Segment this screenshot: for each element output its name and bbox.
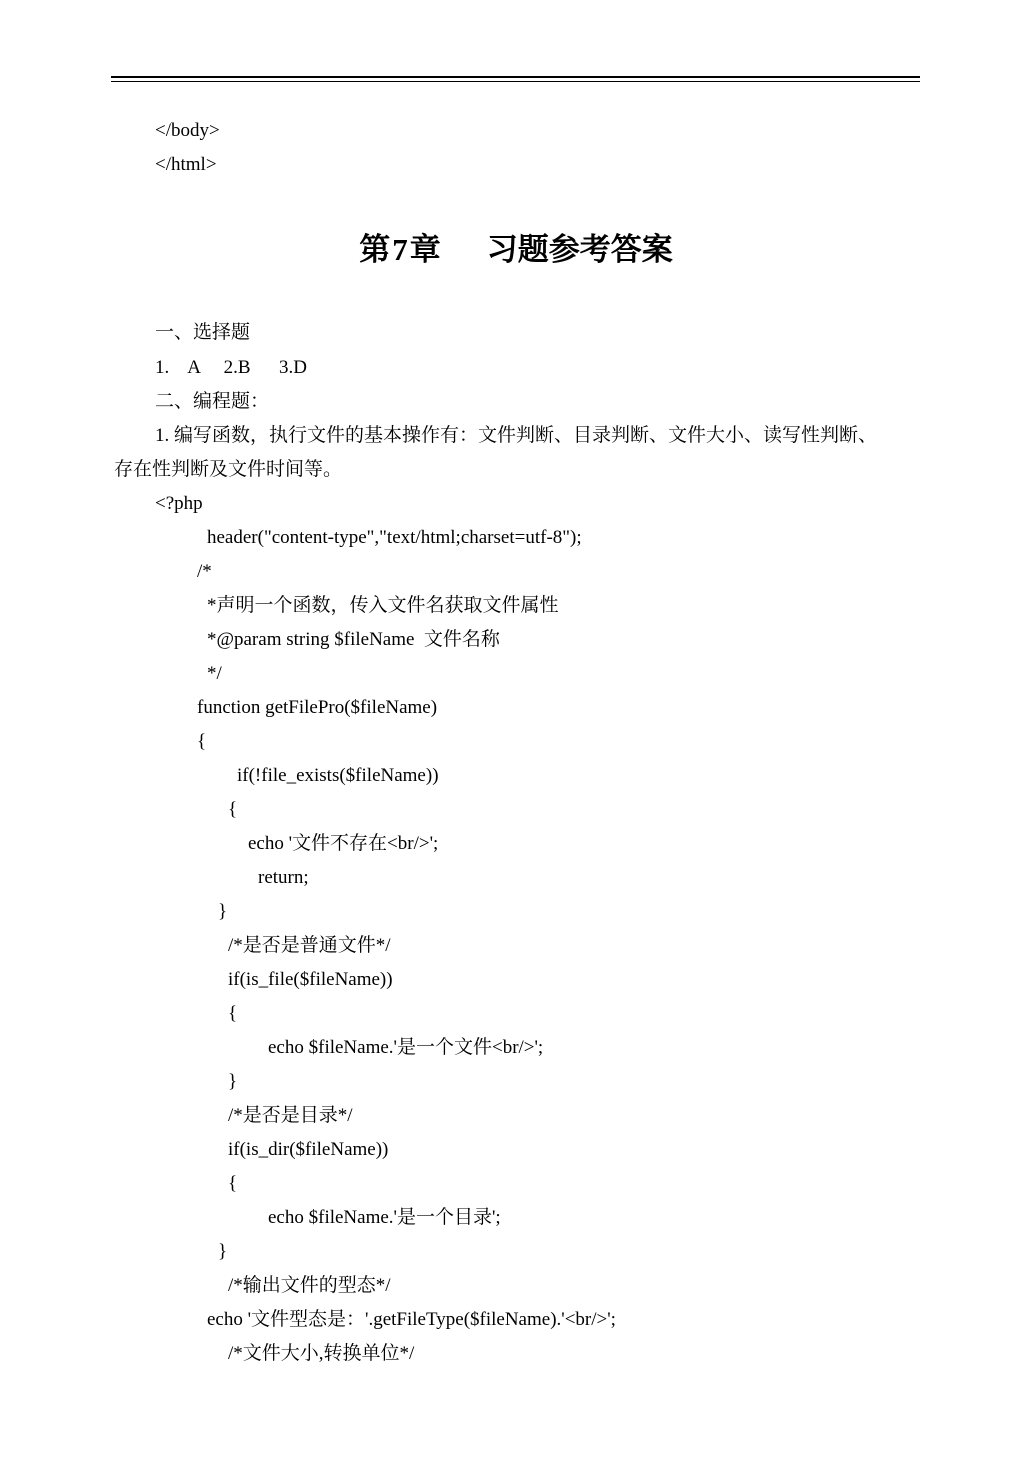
code-line: echo '文件型态是：'.getFileType($fileName).'<br/>'; (207, 1309, 616, 1330)
code-line: echo $fileName.'是一个文件<br/>'; (268, 1037, 544, 1058)
code-line: function getFilePro($fileName) (197, 697, 438, 718)
chapter-heading (0, 230, 1032, 270)
code-line: { (228, 799, 238, 820)
code-line: /*输出文件的型态*/ (228, 1275, 391, 1296)
code-line: /*是否是普通文件*/ (228, 935, 391, 956)
code-line: } (218, 901, 228, 922)
code-line: } (218, 1241, 228, 1262)
section-choice: 一、选择题 (155, 322, 251, 343)
code-line: /* (197, 561, 212, 582)
code-line: echo $fileName.'是一个目录'; (268, 1207, 501, 1228)
section-programming: 二、编程题： (155, 391, 270, 412)
chapter-number: 7 (392, 232, 408, 267)
code-line: { (197, 731, 207, 752)
chapter-title: 习题参考答案 (486, 232, 673, 268)
prev-line-html-close: </html> (155, 154, 217, 175)
code-line: header("content-type","text/html;charset=utf-8"); (207, 527, 582, 548)
chapter-prefix: 第 (359, 232, 391, 268)
code-line: *声明一个函数，传入文件名获取文件属性 (207, 595, 559, 616)
code-line: { (228, 1173, 238, 1194)
code-line: */ (207, 663, 222, 684)
choice-answers: 1. A 2.B 3.D (155, 357, 308, 378)
code-line: /*文件大小,转换单位*/ (228, 1343, 415, 1364)
code-line: if(is_file($fileName)) (228, 969, 393, 990)
code-line: { (228, 1003, 238, 1024)
task-description-line1: 1. 编写函数，执行文件的基本操作有：文件判断、目录判断、文件大小、读写性判断、 (155, 425, 878, 446)
header-rule-thin (111, 81, 920, 82)
code-line: /*是否是目录*/ (228, 1105, 353, 1126)
code-line: *@param string $fileName 文件名称 (207, 629, 500, 650)
code-line: } (228, 1071, 238, 1092)
code-line: return; (258, 867, 309, 888)
code-line: echo '文件不存在<br/>'; (248, 833, 439, 854)
code-line: <?php (155, 493, 203, 514)
prev-line-body-close: </body> (155, 120, 220, 141)
header-rule-thick (111, 76, 920, 78)
code-line: if(!file_exists($fileName)) (237, 765, 439, 786)
chapter-suffix: 章 (409, 232, 441, 268)
task-description-line2: 存在性判断及文件时间等。 (114, 459, 343, 480)
code-line: if(is_dir($fileName)) (228, 1139, 389, 1160)
